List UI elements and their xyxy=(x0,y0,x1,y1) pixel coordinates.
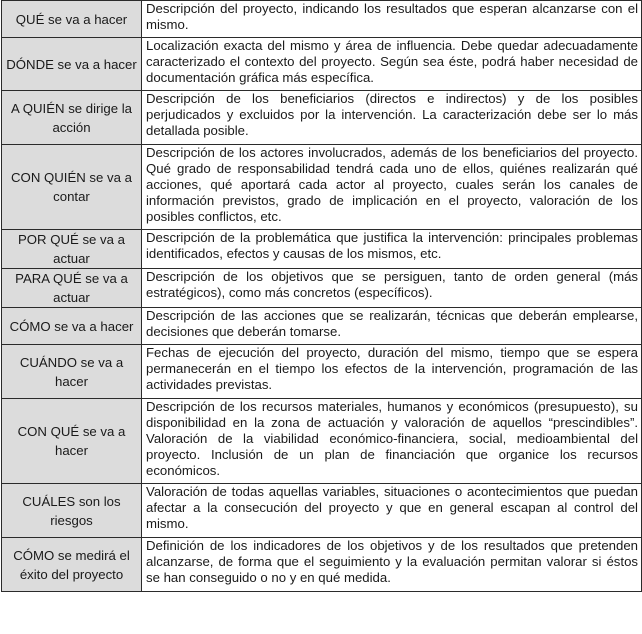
table-row xyxy=(2,269,642,308)
question-cell: A QUIÉN se dirige la acción xyxy=(2,91,142,145)
description-cell: Descripción de los actores involucrados, además de los beneficiarios del proyecto. Qué grado de responsabilidad tendrá cada uno de ellos, quiénes realizarán qué acciones, qué aportará cada actor al proyecto, cuales serán los canales de información previstos, grado de implicación en el proyecto, valoración de los posibles conflictos, etc. xyxy=(142,145,642,230)
table-row xyxy=(2,308,642,345)
question-cell: PARA QUÉ se va a actuar xyxy=(2,269,142,308)
table-row xyxy=(2,145,642,230)
description-cell: Descripción de los recursos materiales, humanos y económicos (presupuesto), su disponibilidad en la zona de actuación y valoración de aquellos “prescindibles”. Valoración de la viabilidad económico-financiera, social, medioambiental del proyecto. Inclusión de un plan de financiación que organice los recursos económicos. xyxy=(142,399,642,484)
description-cell: Localización exacta del mismo y área de influencia. Debe quedar adecuadamente caracterizado el contexto del proyecto. Según sea éste, podrá haber necesidad de documentación gráfica más específica. xyxy=(142,38,642,91)
table-row xyxy=(2,1,642,38)
question-cell: CÓMO se va a hacer xyxy=(2,308,142,345)
description-cell: Descripción de los beneficiarios (directos e indirectos) y de los posibles perjudicados y excluidos por la intervención. La caracterización debe ser lo más detallada posible. xyxy=(142,91,642,145)
table-row xyxy=(2,91,642,145)
description-cell: Descripción de los objetivos que se persiguen, tanto de orden general (más estratégicos), como más concretos (específicos). xyxy=(142,269,642,308)
description-cell: Descripción del proyecto, indicando los resultados que esperan alcanzarse con el mismo. xyxy=(142,1,642,38)
table-row xyxy=(2,399,642,484)
description-cell: Descripción de la problemática que justifica la intervención: principales problemas identificados, efectos y causas de los mismos, etc. xyxy=(142,230,642,269)
description-cell: Descripción de las acciones que se realizarán, técnicas que deberán emplearse, decisiones que deberán tomarse. xyxy=(142,308,642,345)
project-definition-table xyxy=(1,0,642,592)
description-cell: Definición de los indicadores de los objetivos y de los resultados que pretenden alcanzarse, de forma que el seguimiento y la evaluación permitan valorar si éstos se han conseguido o no y en qué medida. xyxy=(142,538,642,592)
question-cell: DÓNDE se va a hacer xyxy=(2,38,142,91)
table-row xyxy=(2,230,642,269)
description-cell: Valoración de todas aquellas variables, situaciones o acontecimientos que puedan afectar a la consecución del proyecto y que en general escapan al control del mismo. xyxy=(142,484,642,538)
description-cell: Fechas de ejecución del proyecto, duración del mismo, tiempo que se espera permanecerán en el tiempo los efectos de la intervención, programación de las actividades previstas. xyxy=(142,345,642,399)
table-row xyxy=(2,484,642,538)
table-row xyxy=(2,38,642,91)
question-cell: CUÁNDO se va a hacer xyxy=(2,345,142,399)
question-cell: CON QUÉ se va a hacer xyxy=(2,399,142,484)
table-row xyxy=(2,538,642,592)
table-row xyxy=(2,345,642,399)
question-cell: POR QUÉ se va a actuar xyxy=(2,230,142,269)
question-cell: CUÁLES son los riesgos xyxy=(2,484,142,538)
question-cell: CON QUIÉN se va a contar xyxy=(2,145,142,230)
question-cell: QUÉ se va a hacer xyxy=(2,1,142,38)
question-cell: CÓMO se medirá el éxito del proyecto xyxy=(2,538,142,592)
